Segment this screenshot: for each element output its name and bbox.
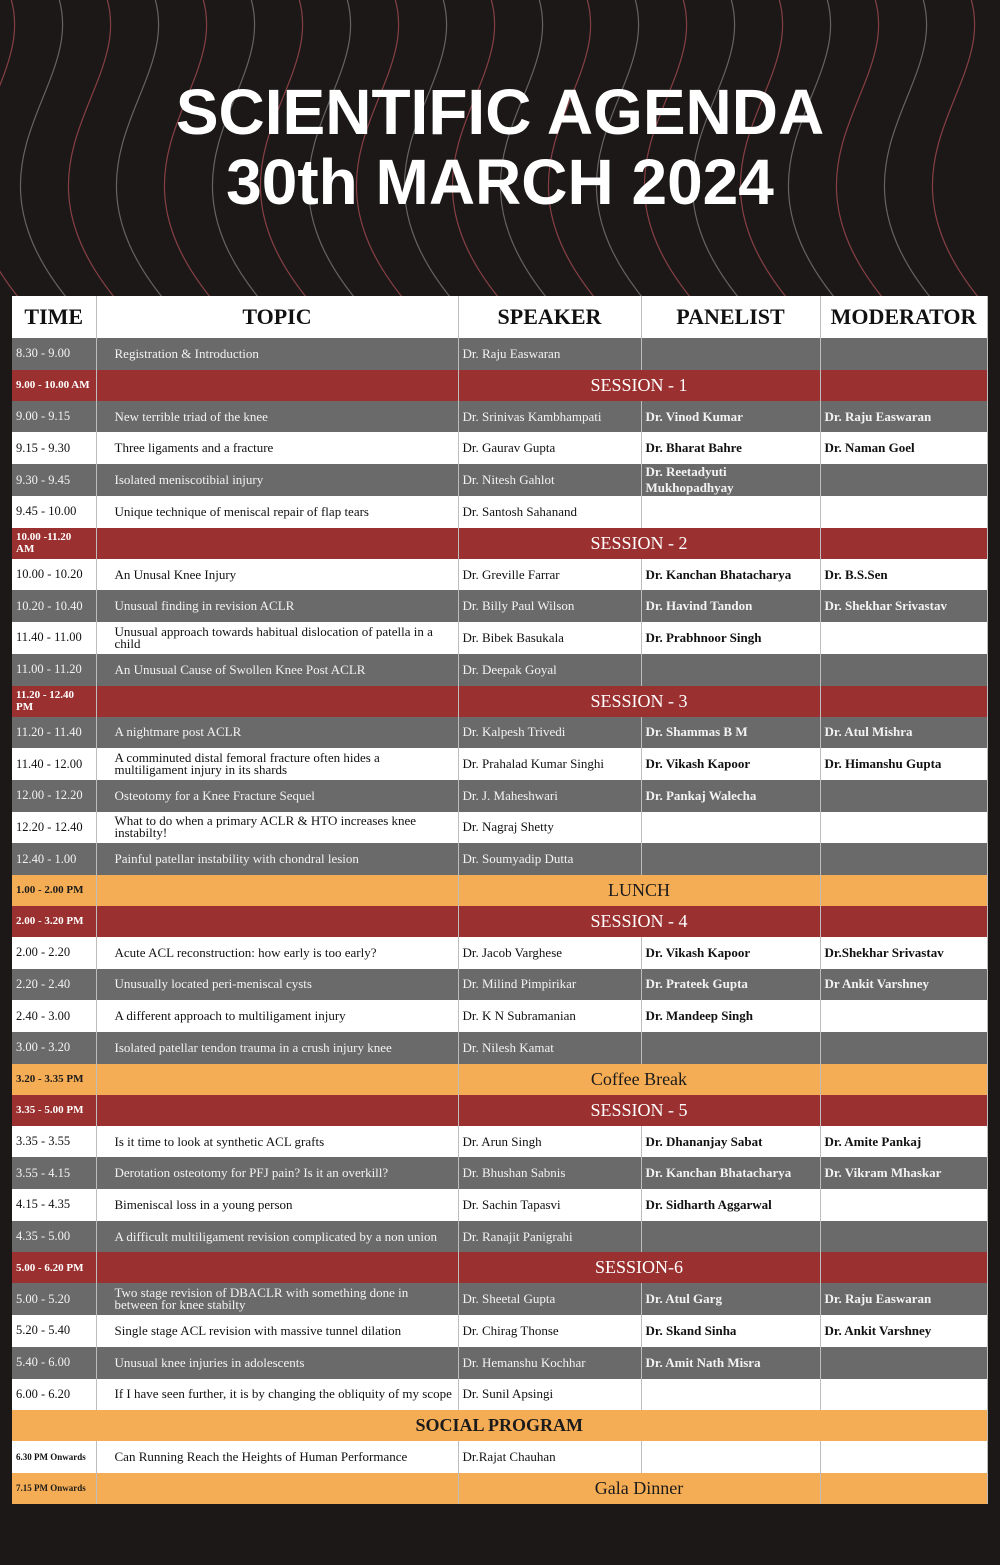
row-panelist: Dr. Pankaj Walecha (641, 780, 820, 812)
break-row (12, 1473, 987, 1504)
row-panelist (641, 1221, 820, 1253)
row-time: 2.20 - 2.40 (12, 969, 96, 1001)
row-speaker: Dr. K N Subramanian (458, 1000, 641, 1032)
row-speaker: Dr. Bhushan Sabnis (458, 1157, 641, 1189)
agenda-row (12, 1189, 987, 1221)
row-moderator (820, 812, 987, 844)
session-header-row (12, 528, 987, 559)
agenda-row (12, 559, 987, 591)
row-time: 4.15 - 4.35 (12, 1189, 96, 1221)
row-panelist (641, 843, 820, 875)
row-moderator: Dr. Raju Easwaran (820, 1283, 987, 1315)
row-topic: Two stage revision of DBACLR with something done in between for knee stabilty (96, 1283, 458, 1315)
agenda-row (12, 780, 987, 812)
row-panelist: Dr. Prateek Gupta (641, 969, 820, 1001)
row-moderator (820, 496, 987, 528)
row-moderator: Dr. Atul Mishra (820, 717, 987, 749)
row-topic: Unusual knee injuries in adolescents (96, 1347, 458, 1379)
row-panelist: Dr. Amit Nath Misra (641, 1347, 820, 1379)
row-speaker: Dr. J. Maheshwari (458, 780, 641, 812)
session-moderator-blank (820, 1095, 987, 1126)
row-panelist: Dr. Kanchan Bhatacharya (641, 1157, 820, 1189)
row-time: 10.20 - 10.40 (12, 590, 96, 622)
row-time: 3.35 - 3.55 (12, 1126, 96, 1158)
row-moderator: Dr. Vikram Mhaskar (820, 1157, 987, 1189)
row-time: 9.45 - 10.00 (12, 496, 96, 528)
row-topic: New terrible triad of the knee (96, 401, 458, 433)
agenda-row (12, 464, 987, 496)
row-speaker: Dr. Greville Farrar (458, 559, 641, 591)
row-moderator (820, 1000, 987, 1032)
row-speaker: Dr. Nagraj Shetty (458, 812, 641, 844)
session-moderator-blank (820, 370, 987, 401)
social-program-row (12, 1410, 987, 1441)
row-topic: An Unusual Cause of Swollen Knee Post ACLR (96, 654, 458, 686)
row-time: 9.15 - 9.30 (12, 432, 96, 464)
session-topic-blank (96, 906, 458, 937)
row-topic: Unusual finding in revision ACLR (96, 590, 458, 622)
agenda-row (12, 1126, 987, 1158)
row-time: 9.00 - 9.15 (12, 401, 96, 433)
agenda-date: 30th MARCH 2024 (226, 146, 774, 218)
row-moderator: Dr. B.S.Sen (820, 559, 987, 591)
row-topic: A nightmare post ACLR (96, 717, 458, 749)
row-speaker: Dr. Milind Pimpirikar (458, 969, 641, 1001)
row-topic: What to do when a primary ACLR & HTO increases knee instabilty! (96, 812, 458, 844)
row-moderator: Dr. Shekhar Srivastav (820, 590, 987, 622)
session-time: 5.00 - 6.20 PM (12, 1252, 96, 1283)
row-panelist (641, 496, 820, 528)
row-moderator (820, 1347, 987, 1379)
row-topic: Is it time to look at synthetic ACL grafts (96, 1126, 458, 1158)
row-speaker: Dr. Nilesh Kamat (458, 1032, 641, 1064)
row-moderator: Dr Ankit Varshney (820, 969, 987, 1001)
agenda-row (12, 969, 987, 1001)
agenda-row (12, 622, 987, 654)
session-topic-blank (96, 1095, 458, 1126)
session-moderator-blank (820, 1064, 987, 1095)
row-speaker: Dr. Sachin Tapasvi (458, 1189, 641, 1221)
row-moderator: Dr. Ankit Varshney (820, 1315, 987, 1347)
row-topic: A difficult multiligament revision complicated by a non union (96, 1221, 458, 1253)
row-speaker: Dr. Chirag Thonse (458, 1315, 641, 1347)
row-panelist (641, 338, 820, 370)
row-topic: Registration & Introduction (96, 338, 458, 370)
session-title: SESSION - 3 (458, 686, 820, 717)
row-topic: Isolated meniscotibial injury (96, 464, 458, 496)
row-time: 6.00 - 6.20 (12, 1379, 96, 1411)
session-topic-blank (96, 1252, 458, 1283)
break-row (12, 875, 987, 906)
agenda-row (12, 1221, 987, 1253)
agenda-row (12, 338, 987, 370)
row-moderator: Dr.Shekhar Srivastav (820, 937, 987, 969)
row-time: 5.40 - 6.00 (12, 1347, 96, 1379)
row-speaker: Dr. Ranajit Panigrahi (458, 1221, 641, 1253)
header-topic: TOPIC (96, 296, 458, 338)
session-time: 9.00 - 10.00 AM (12, 370, 96, 401)
header-time: TIME (12, 296, 96, 338)
row-time: 6.30 PM Onwards (12, 1441, 96, 1473)
row-speaker: Dr. Kalpesh Trivedi (458, 717, 641, 749)
row-speaker: Dr. Srinivas Kambhampati (458, 401, 641, 433)
row-topic: Derotation osteotomy for PFJ pain? Is it an overkill? (96, 1157, 458, 1189)
session-moderator-blank (820, 686, 987, 717)
row-panelist: Dr. Vikash Kapoor (641, 748, 820, 780)
header-speaker: SPEAKER (458, 296, 641, 338)
row-time: 9.30 - 9.45 (12, 464, 96, 496)
row-speaker: Dr. Santosh Sahanand (458, 496, 641, 528)
agenda-row (12, 654, 987, 686)
row-topic: An Unusal Knee Injury (96, 559, 458, 591)
row-time: 12.20 - 12.40 (12, 812, 96, 844)
row-topic: Painful patellar instability with chondral lesion (96, 843, 458, 875)
row-panelist: Dr. Atul Garg (641, 1283, 820, 1315)
row-moderator (820, 1032, 987, 1064)
row-moderator (820, 843, 987, 875)
row-moderator (820, 1221, 987, 1253)
row-topic: Osteotomy for a Knee Fracture Sequel (96, 780, 458, 812)
row-panelist: Dr. Vikash Kapoor (641, 937, 820, 969)
session-title: SESSION - 5 (458, 1095, 820, 1126)
row-speaker: Dr. Bibek Basukala (458, 622, 641, 654)
row-topic: Isolated patellar tendon trauma in a crush injury knee (96, 1032, 458, 1064)
agenda-row (12, 1032, 987, 1064)
row-panelist: Dr. Shammas B M (641, 717, 820, 749)
row-speaker: Dr. Nitesh Gahlot (458, 464, 641, 496)
row-time: 3.00 - 3.20 (12, 1032, 96, 1064)
row-moderator (820, 780, 987, 812)
row-moderator (820, 338, 987, 370)
row-topic: Unusually located peri-meniscal cysts (96, 969, 458, 1001)
row-topic: A different approach to multiligament injury (96, 1000, 458, 1032)
session-title: SESSION - 2 (458, 528, 820, 559)
row-moderator: Dr. Himanshu Gupta (820, 748, 987, 780)
session-title: LUNCH (458, 875, 820, 906)
row-time: 10.00 - 10.20 (12, 559, 96, 591)
social-program-title: SOCIAL PROGRAM (12, 1410, 987, 1441)
agenda-row (12, 1379, 987, 1411)
row-panelist: Dr. Vinod Kumar (641, 401, 820, 433)
row-panelist: Dr. Dhananjay Sabat (641, 1126, 820, 1158)
session-time: 10.00 -11.20 AM (12, 528, 96, 559)
row-panelist: Dr. Sidharth Aggarwal (641, 1189, 820, 1221)
session-title: SESSION - 1 (458, 370, 820, 401)
row-time: 11.40 - 11.00 (12, 622, 96, 654)
row-time: 4.35 - 5.00 (12, 1221, 96, 1253)
row-topic: Unique technique of meniscal repair of flap tears (96, 496, 458, 528)
row-speaker: Dr. Jacob Varghese (458, 937, 641, 969)
row-time: 12.00 - 12.20 (12, 780, 96, 812)
session-topic-blank (96, 1064, 458, 1095)
row-time: 12.40 - 1.00 (12, 843, 96, 875)
session-header-row (12, 906, 987, 937)
agenda-row (12, 401, 987, 433)
row-topic: Can Running Reach the Heights of Human Performance (96, 1441, 458, 1473)
session-moderator-blank (820, 875, 987, 906)
agenda-row (12, 432, 987, 464)
agenda-row (12, 1441, 987, 1473)
session-time: 1.00 - 2.00 PM (12, 875, 96, 906)
row-speaker: Dr. Arun Singh (458, 1126, 641, 1158)
row-speaker: Dr. Soumyadip Dutta (458, 843, 641, 875)
session-moderator-blank (820, 1252, 987, 1283)
session-title: Gala Dinner (458, 1473, 820, 1504)
row-topic: If I have seen further, it is by changing the obliquity of my scope (96, 1379, 458, 1411)
row-speaker: Dr. Raju Easwaran (458, 338, 641, 370)
session-topic-blank (96, 875, 458, 906)
row-panelist (641, 812, 820, 844)
agenda-row (12, 717, 987, 749)
row-moderator (820, 1379, 987, 1411)
row-moderator (820, 464, 987, 496)
session-time: 3.35 - 5.00 PM (12, 1095, 96, 1126)
agenda-row (12, 1347, 987, 1379)
session-moderator-blank (820, 906, 987, 937)
row-panelist: Dr. Bharat Bahre (641, 432, 820, 464)
row-speaker: Dr.Rajat Chauhan (458, 1441, 641, 1473)
row-time: 2.40 - 3.00 (12, 1000, 96, 1032)
session-header-row (12, 686, 987, 717)
agenda-row (12, 843, 987, 875)
session-topic-blank (96, 1473, 458, 1504)
session-topic-blank (96, 370, 458, 401)
row-topic: Bimeniscal loss in a young person (96, 1189, 458, 1221)
row-time: 2.00 - 2.20 (12, 937, 96, 969)
row-panelist (641, 1441, 820, 1473)
session-title: Coffee Break (458, 1064, 820, 1095)
session-time: 7.15 PM Onwards (12, 1473, 96, 1504)
agenda-row (12, 590, 987, 622)
session-time: 2.00 - 3.20 PM (12, 906, 96, 937)
row-speaker: Dr. Sunil Apsingi (458, 1379, 641, 1411)
session-title: SESSION-6 (458, 1252, 820, 1283)
session-time: 3.20 - 3.35 PM (12, 1064, 96, 1095)
row-moderator: Dr. Naman Goel (820, 432, 987, 464)
header-panelist: PANELIST (641, 296, 820, 338)
agenda-row (12, 1000, 987, 1032)
row-panelist: Dr. Mandeep Singh (641, 1000, 820, 1032)
session-header-row (12, 1095, 987, 1126)
agenda-row (12, 937, 987, 969)
row-panelist: Dr. Skand Sinha (641, 1315, 820, 1347)
agenda-row (12, 1157, 987, 1189)
row-speaker: Dr. Gaurav Gupta (458, 432, 641, 464)
row-moderator (820, 1441, 987, 1473)
row-time: 5.20 - 5.40 (12, 1315, 96, 1347)
row-time: 3.55 - 4.15 (12, 1157, 96, 1189)
row-speaker: Dr. Sheetal Gupta (458, 1283, 641, 1315)
row-panelist (641, 1379, 820, 1411)
row-speaker: Dr. Deepak Goyal (458, 654, 641, 686)
break-row (12, 1064, 987, 1095)
row-moderator: Dr. Amite Pankaj (820, 1126, 987, 1158)
row-time: 11.00 - 11.20 (12, 654, 96, 686)
agenda-table (12, 296, 988, 1504)
row-panelist: Dr. Kanchan Bhatacharya (641, 559, 820, 591)
session-header-row (12, 370, 987, 401)
agenda-row (12, 812, 987, 844)
agenda-row (12, 1283, 987, 1315)
row-panelist: Dr. Havind Tandon (641, 590, 820, 622)
session-topic-blank (96, 686, 458, 717)
row-time: 11.40 - 12.00 (12, 748, 96, 780)
row-topic: Unusual approach towards habitual dislocation of patella in a child (96, 622, 458, 654)
agenda-row (12, 748, 987, 780)
row-panelist: Dr. Prabhnoor Singh (641, 622, 820, 654)
agenda-row (12, 496, 987, 528)
row-time: 5.00 - 5.20 (12, 1283, 96, 1315)
row-topic: Acute ACL reconstruction: how early is too early? (96, 937, 458, 969)
row-time: 8.30 - 9.00 (12, 338, 96, 370)
agenda-title: SCIENTIFIC AGENDA (175, 76, 825, 148)
row-moderator (820, 1189, 987, 1221)
session-title: SESSION - 4 (458, 906, 820, 937)
row-topic: Single stage ACL revision with massive tunnel dilation (96, 1315, 458, 1347)
row-panelist: Dr. Reetadyuti Mukhopadhyay (641, 464, 820, 496)
row-speaker: Dr. Hemanshu Kochhar (458, 1347, 641, 1379)
row-topic: A comminuted distal femoral fracture often hides a multiligament injury in its shards (96, 748, 458, 780)
row-speaker: Dr. Prahalad Kumar Singhi (458, 748, 641, 780)
session-topic-blank (96, 528, 458, 559)
header-row (12, 296, 987, 338)
row-moderator (820, 622, 987, 654)
agenda-row (12, 1315, 987, 1347)
session-header-row (12, 1252, 987, 1283)
header-moderator: MODERATOR (820, 296, 987, 338)
session-moderator-blank (820, 528, 987, 559)
session-time: 11.20 - 12.40 PM (12, 686, 96, 717)
row-topic: Three ligaments and a fracture (96, 432, 458, 464)
row-moderator: Dr. Raju Easwaran (820, 401, 987, 433)
row-panelist (641, 1032, 820, 1064)
row-moderator (820, 654, 987, 686)
session-moderator-blank (820, 1473, 987, 1504)
row-time: 11.20 - 11.40 (12, 717, 96, 749)
row-speaker: Dr. Billy Paul Wilson (458, 590, 641, 622)
row-panelist (641, 654, 820, 686)
